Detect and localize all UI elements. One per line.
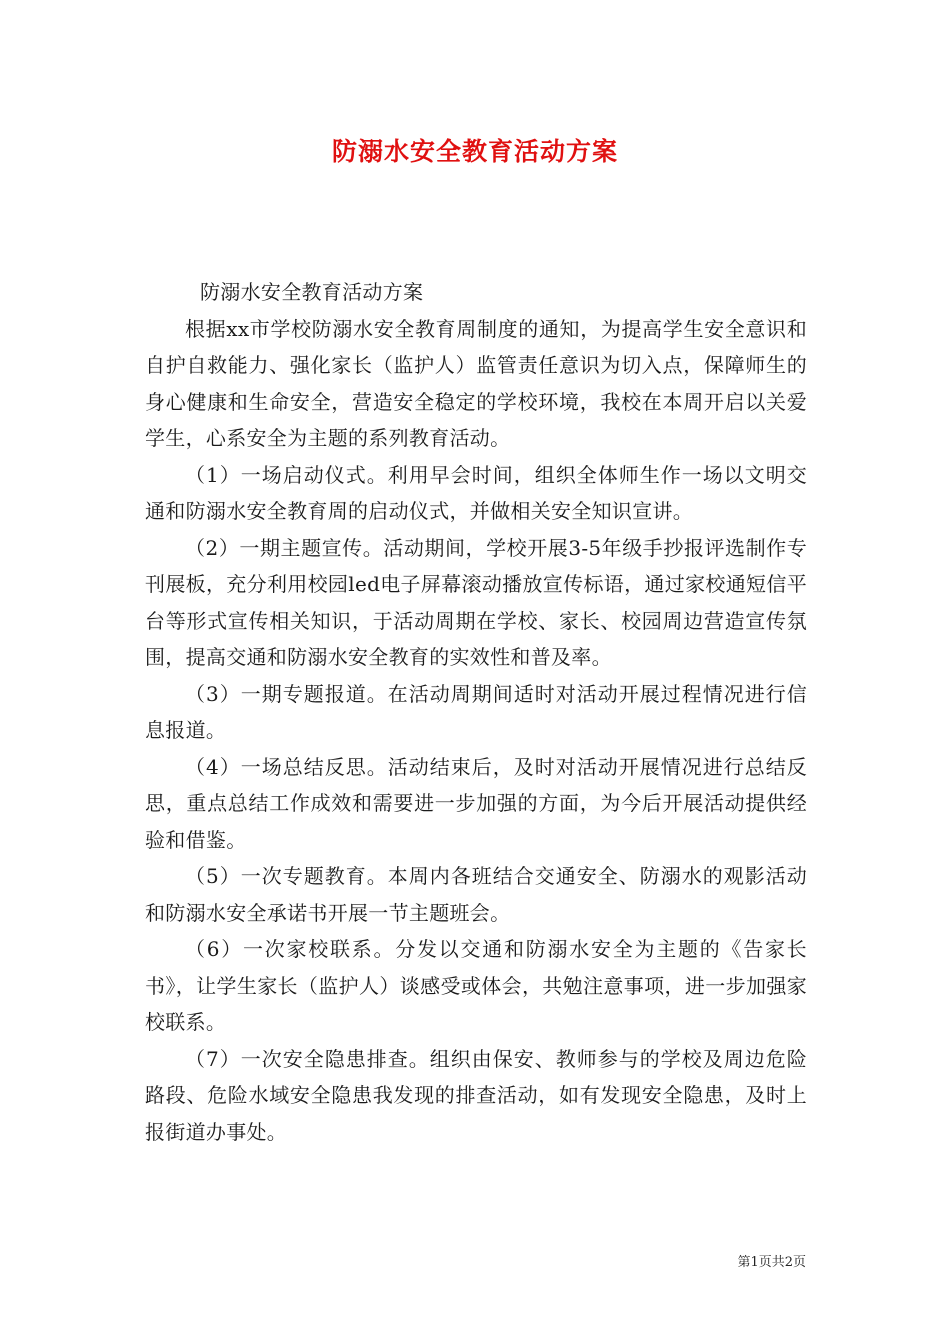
page-number-footer	[737, 1251, 806, 1270]
document-title: 防溺水安全教育活动方案	[331, 137, 618, 166]
paragraph-item-4: （4）一场总结反思。活动结束后，及时对活动开展情况进行总结反思，重点总结工作成效和需要进一步加强的方面，为今后开展活动提供经验和借鉴。	[145, 754, 807, 852]
paragraph-item-2: （2）一期主题宣传。活动期间，学校开展3-5年级手抄报评选制作专刊展板，充分利用校园led电子屏幕滚动播放宣传标语，通过家校通短信平台等形式宣传相关知识，于活动周期在学校、家长、校园周边营造宣传氛围，提高交通和防溺水安全教育的实效性和普及率。	[145, 535, 807, 669]
paragraph-item-5: （5）一次专题教育。本周内各班结合交通安全、防溺水的观影活动和防溺水安全承诺书开展一节主题班会。	[145, 864, 807, 925]
paragraph-item-7: （7）一次安全隐患排查。组织由保安、教师参与的学校及周边危险路段、危险水域安全隐患我发现的排查活动，如有发现安全隐患，及时上报街道办事处。	[145, 1046, 807, 1144]
paragraph-item-1: （1）一场启动仪式。利用早会时间，组织全体师生作一场以文明交通和防溺水安全教育周的启动仪式，并做相关安全知识宣讲。	[145, 462, 807, 523]
paragraph-item-6: （6）一次家校联系。分发以交通和防溺水安全为主题的《告家长书》，让学生家长（监护人）谈感受或体会，共勉注意事项，进一步加强家校联系。	[145, 937, 807, 1034]
page-number-label: 第1页共2页	[737, 1255, 806, 1270]
document-subtitle: 防溺水安全教育活动方案	[200, 280, 424, 304]
document-body	[145, 274, 807, 1150]
paragraph-intro: 根据xx市学校防溺水安全教育周制度的通知，为提高学生安全意识和自护自救能力、强化家长（监护人）监管责任意识为切入点，保障师生的身心健康和生命安全，营造安全稳定的学校环境，我校在本周开启以关爱学生，心系安全为主题的系列教育活动。	[145, 316, 807, 450]
paragraph-item-3: （3）一期专题报道。在活动周期间适时对活动开展过程情况进行信息报道。	[145, 681, 807, 742]
